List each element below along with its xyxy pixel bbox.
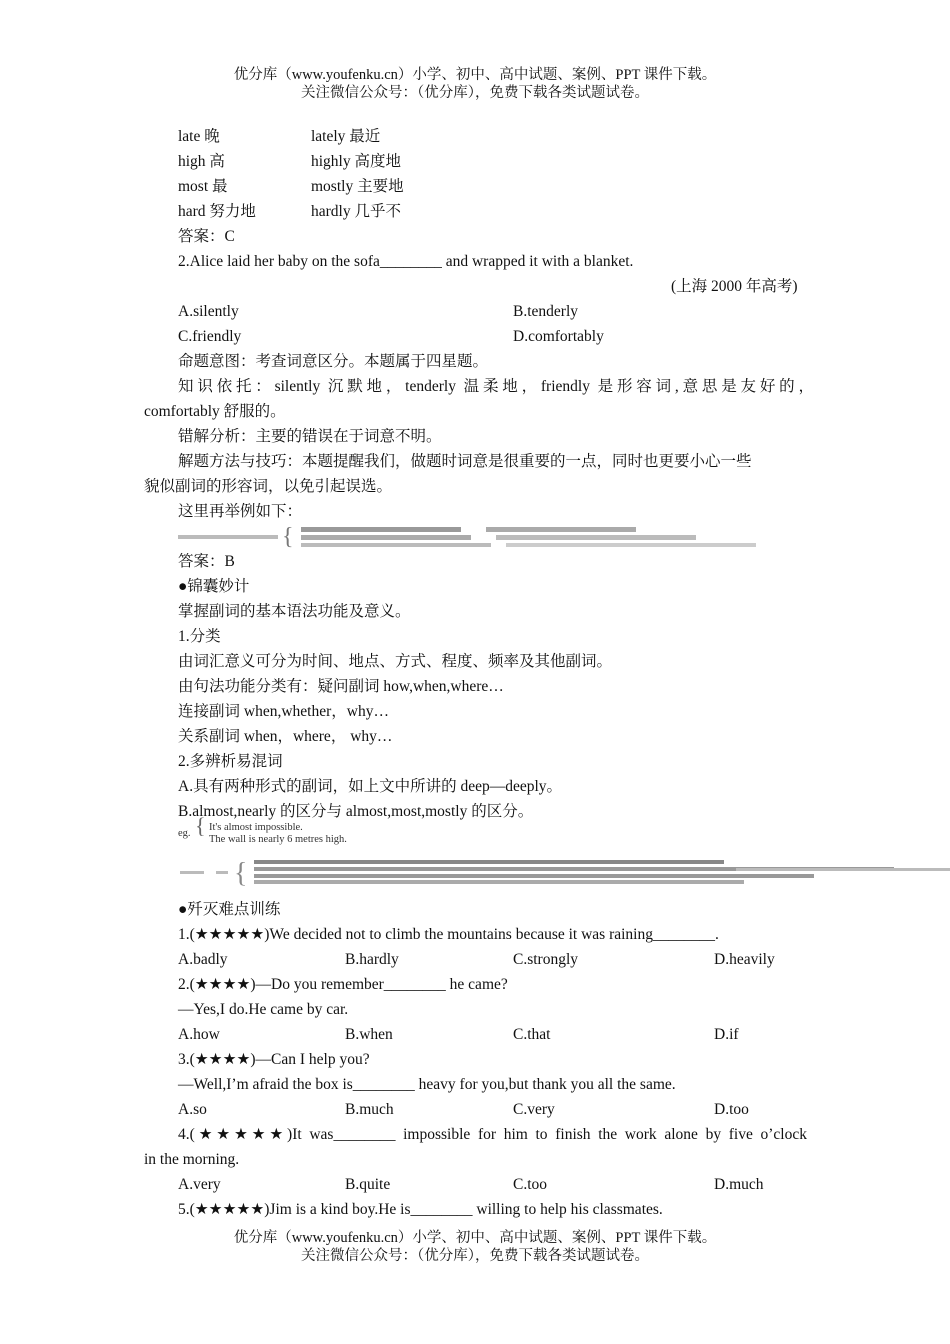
q2-option-c: C.friendly: [178, 328, 242, 345]
training-q2-line2: —Yes,I do.He came by car.: [178, 1001, 349, 1018]
tips-section-2: 2.多辨析易混词: [178, 753, 283, 770]
q2-option-b: B.tenderly: [513, 303, 578, 320]
training-q2-option-a: A.how: [178, 1026, 220, 1043]
q2-example-intro: 这里再举例如下：: [178, 503, 303, 520]
example-image-2-graphic: [176, 856, 950, 886]
training-q3-option-b: B.much: [345, 1101, 394, 1118]
footer-line-1: 优分库（www.youfenku.cn）小学、初中、高中试题、案例、PPT 课件下载。: [233, 1230, 717, 1246]
training-q3-stem: 3.(★★★★)—Can I help you?: [178, 1051, 370, 1068]
eg-line-2: The wall is nearly 6 metres high.: [209, 834, 347, 845]
word-pair-4-b: hardly 几乎不: [311, 203, 401, 220]
q2-answer: 答案：B: [178, 553, 235, 570]
eg-brace: {: [195, 813, 206, 838]
training-q1-option-b: B.hardly: [345, 951, 399, 968]
q2-knowledge-line2: comfortably 舒服的。: [144, 403, 286, 420]
tips-1c: 连接副词 when,whether，why…: [178, 703, 389, 720]
training-q4-option-a: A.very: [178, 1176, 221, 1193]
q2-error: 错解分析：主要的错误在于词意不明。: [178, 428, 442, 445]
eg-label: eg.: [178, 828, 191, 839]
training-q3-line2: —Well,I’m afraid the box is________ heavy for you,but thank you all the same.: [178, 1076, 676, 1093]
q2-method-line1: 解题方法与技巧：本题提醒我们，做题时词意是很重要的一点，同时也更要小心一些: [178, 453, 752, 470]
word-pair-2-a: high 高: [178, 153, 225, 170]
q2-source: (上海 2000 年高考): [671, 278, 798, 295]
svg-text:{: {: [234, 858, 248, 886]
q2-intent: 命题意图：考查词意区分。本题属于四星题。: [178, 353, 489, 370]
training-q4-option-b: B.quite: [345, 1176, 391, 1193]
example-image-2-blurred: [176, 856, 950, 886]
q2-option-d: D.comfortably: [513, 328, 604, 345]
training-title: ●歼灭难点训练: [178, 901, 281, 918]
answer-1: 答案：C: [178, 228, 235, 245]
training-q2-option-b: B.when: [345, 1026, 393, 1043]
training-q1-option-a: A.badly: [178, 951, 228, 968]
tips-intro: 掌握副词的基本语法功能及意义。: [178, 603, 411, 620]
word-pair-3-a: most 最: [178, 178, 228, 195]
header-line-2: 关注微信公众号：（优分库），免费下载各类试题试卷。: [301, 85, 649, 101]
tips-section-1: 1.分类: [178, 628, 221, 645]
q2-knowledge-line1: 知识依托：silently 沉默地，tenderly 温柔地，friendly 是形容词,意思是友好的，: [178, 378, 814, 395]
training-q4-option-c: C.too: [513, 1176, 548, 1193]
tips-title: ●锦囊妙计: [178, 578, 250, 595]
word-pair-1-b: lately 最近: [311, 128, 381, 145]
training-q4-option-d: D.much: [714, 1176, 764, 1193]
word-pair-3-b: mostly 主要地: [311, 178, 404, 195]
example-image-graphic: [176, 523, 766, 549]
tips-2a: A.具有两种形式的副词，如上文中所讲的 deep—deeply。: [178, 778, 563, 795]
svg-text:{: {: [282, 524, 294, 549]
word-pair-1-a: late 晚: [178, 128, 220, 145]
training-q3-option-a: A.so: [178, 1101, 207, 1118]
q2-method-line2: 貌似副词的形容词，以免引起误选。: [144, 478, 393, 495]
example-image-blurred: [176, 523, 766, 549]
q2-stem: 2.Alice laid her baby on the sofa________ and wrapped it with a blanket.: [178, 253, 634, 270]
training-q1-option-d: D.heavily: [714, 951, 775, 968]
training-q5-stem: 5.(★★★★★)Jim is a kind boy.He is________ willing to help his classmates.: [178, 1201, 663, 1218]
training-q1-option-c: C.strongly: [513, 951, 579, 968]
training-q1-stem: 1.(★★★★★)We decided not to climb the mountains because it was raining________.: [178, 926, 719, 943]
training-q2-option-c: C.that: [513, 1026, 551, 1043]
footer-line-2: 关注微信公众号：（优分库），免费下载各类试题试卷。: [301, 1248, 649, 1264]
tips-2b: B.almost,nearly 的区分与 almost,most,mostly 的区分。: [178, 803, 534, 820]
word-pair-2-b: highly 高度地: [311, 153, 401, 170]
header-line-1: 优分库（www.youfenku.cn）小学、初中、高中试题、案例、PPT 课件下载。: [233, 67, 717, 83]
training-q4-stem: 4.(★★★★★)It was________ impossible for him to finish the work alone by five o’clock: [178, 1126, 807, 1143]
training-q2-stem: 2.(★★★★)—Do you remember________ he came?: [178, 976, 508, 993]
training-q3-option-d: D.too: [714, 1101, 749, 1118]
word-pair-4-a: hard 努力地: [178, 203, 256, 220]
page-header: [0, 66, 950, 102]
q2-option-a: A.silently: [178, 303, 239, 320]
training-q4-line2: in the morning.: [144, 1151, 240, 1168]
eg-line-1: It's almost impossible.: [209, 822, 303, 833]
page-footer: [0, 1229, 950, 1265]
training-q3-option-c: C.very: [513, 1101, 555, 1118]
tips-1a: 由词汇意义可分为时间、地点、方式、程度、频率及其他副词。: [178, 653, 613, 670]
training-q2-option-d: D.if: [714, 1026, 739, 1043]
tips-1b: 由句法功能分类有：疑问副词 how,when,where…: [178, 678, 504, 695]
tips-1d: 关系副词 when，where， why…: [178, 728, 393, 745]
